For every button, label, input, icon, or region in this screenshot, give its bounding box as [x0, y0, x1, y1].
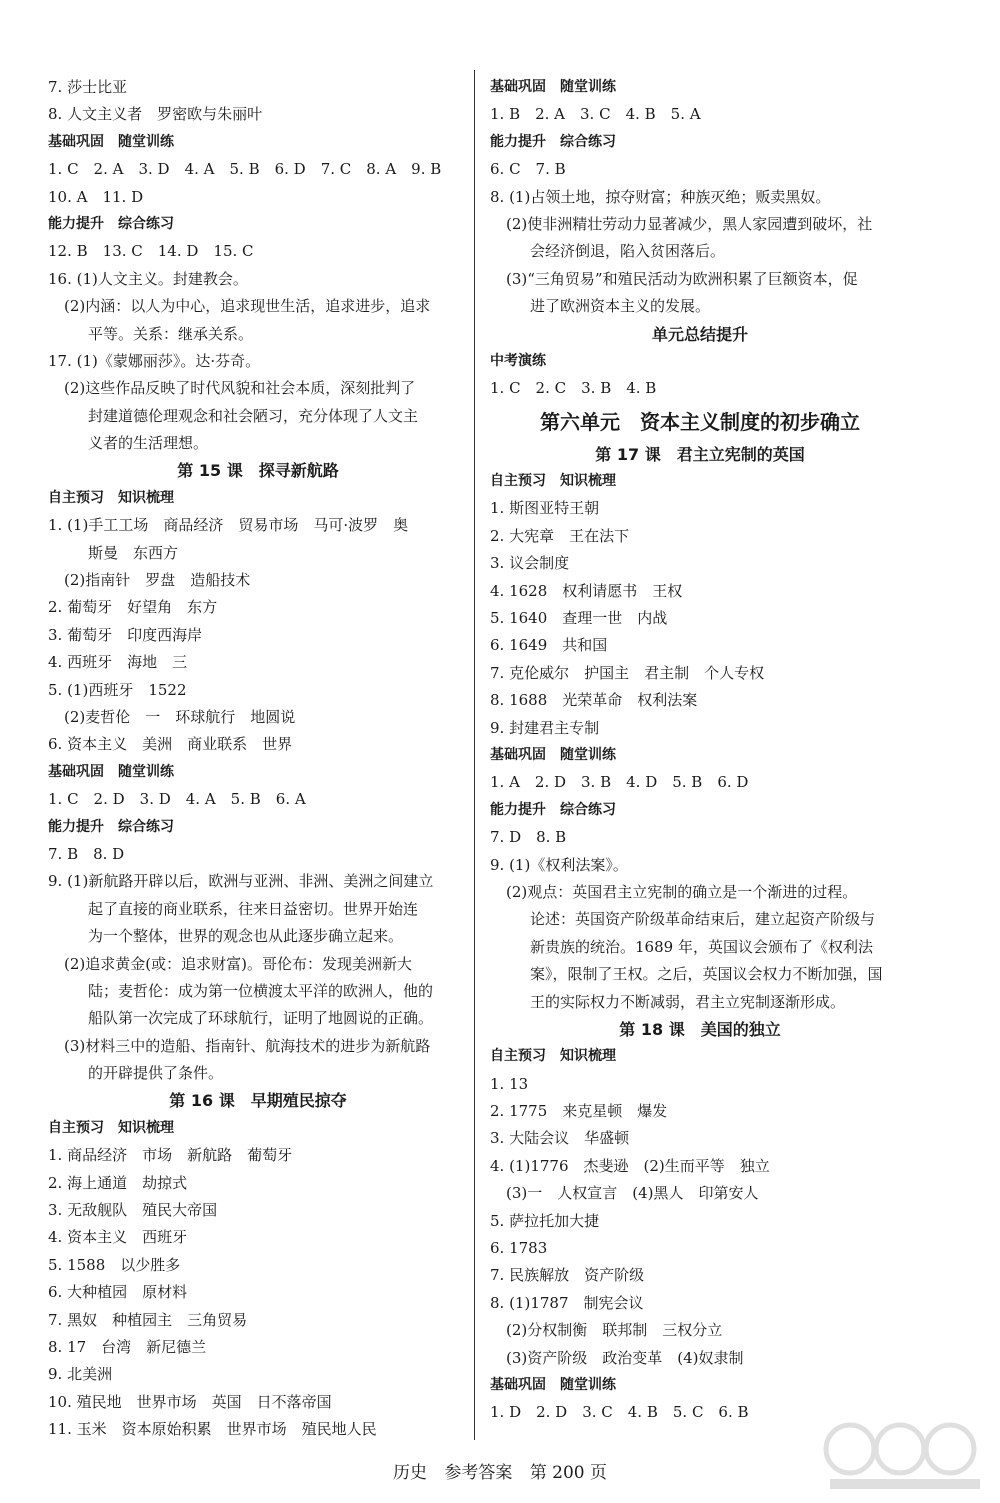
answer-line: 9. (1)新航路开辟以后，欧洲与亚洲、非洲、美洲之间建立 [48, 872, 434, 891]
answer-continuation: 平等。关系：继承关系。 [88, 324, 254, 343]
section-heading: 中考演练 [490, 352, 546, 369]
answer-line: 7. 莎士比亚 [48, 78, 128, 96]
answer-line: 5. 萨拉托加大捷 [490, 1211, 600, 1230]
answer-subline: (3)资产阶级 政治变革 (4)奴隶制 [506, 1348, 744, 1367]
answer-line: 4. 资本主义 西班牙 [48, 1228, 188, 1247]
answer-line: 1. C 2. D 3. D 4. A 5. B 6. A [48, 790, 306, 809]
answer-continuation: 论述：英国资产阶级革命结束后，建立起资产阶级与 [530, 910, 876, 929]
answer-subline: (2)分权制衡 联邦制 三权分立 [506, 1321, 723, 1340]
column-divider [474, 70, 475, 1440]
answer-line: 6. C 7. B [490, 160, 566, 179]
answer-line: 1. A 2. D 3. B 4. D 5. B 6. D [490, 773, 749, 792]
answer-subline: (2)追求黄金(或：追求财富)。哥伦布：发现美洲新大 [64, 954, 412, 973]
answer-continuation: 义者的生活理想。 [88, 434, 209, 453]
answer-line: 9. 封建君主专制 [490, 718, 600, 737]
answer-line: 12. B 13. C 14. D 15. C [48, 242, 254, 261]
footer-subject: 历史 [392, 1463, 427, 1483]
answer-continuation: 案》，限制了王权。之后，英国议会权力不断加强，国 [530, 965, 883, 984]
answer-line: 17. (1)《蒙娜丽莎》。达·芬奇。 [48, 351, 261, 370]
answer-line: 1. B 2. A 3. C 4. B 5. A [490, 105, 701, 124]
answer-line: 2. 大宪章 王在法下 [490, 526, 630, 545]
answer-line: 7. 民族解放 资产阶级 [490, 1266, 645, 1285]
answer-line: 4. (1)1776 杰斐逊 (2)生而平等 独立 [490, 1156, 770, 1175]
answer-continuation: 封建道德伦理观念和社会陋习，充分体现了人文主 [88, 406, 419, 425]
section-heading: 基础巩固 随堂训练 [490, 79, 616, 95]
section-heading: 自主预习 知识梳理 [490, 1048, 616, 1065]
answer-line: 5. 1640 查理一世 内战 [490, 609, 668, 628]
lesson-title: 第 15 课 探寻新航路 [177, 461, 339, 481]
section-heading: 能力提升 综合练习 [48, 818, 174, 835]
answer-line: 8. (1)占领土地，掠夺财富；种族灭绝；贩卖黑奴。 [490, 187, 831, 206]
answer-line: 11. 玉米 资本原始积累 世界市场 殖民地人民 [48, 1420, 377, 1439]
answer-line: 8. (1)1787 制宪会议 [490, 1293, 644, 1312]
answer-line: 7. B 8. D [48, 844, 125, 863]
answer-subline: (2)这些作品反映了时代风貌和社会本质，深刻批判了 [64, 379, 416, 398]
section-heading: 能力提升 综合练习 [48, 215, 174, 232]
answer-continuation: 斯曼 东西方 [88, 543, 179, 562]
answer-continuation: 起了直接的商业联系，往来日益密切。世界开始连 [88, 899, 419, 918]
answer-subline: (2)内涵：以人为中心，追求现世生活，追求进步，追求 [64, 297, 431, 316]
answer-line: 1. D 2. D 3. C 4. B 5. C 6. B [490, 1403, 749, 1422]
section-heading: 能力提升 综合练习 [490, 801, 616, 818]
answer-subline: (3)材料三中的造船、指南针、航海技术的进步为新航路 [64, 1036, 431, 1055]
answer-line: 5. 1588 以少胜多 [48, 1255, 181, 1274]
answer-line: 9. (1)《权利法案》。 [490, 855, 628, 874]
answer-line: 7. 黑奴 种植园主 三角贸易 [48, 1310, 248, 1329]
lesson-title: 第 18 课 美国的独立 [619, 1019, 781, 1039]
answer-line: 5. (1)西班牙 1522 [48, 680, 187, 699]
answer-line: 16. (1)人文主义。封建教会。 [48, 269, 248, 288]
section-heading: 自主预习 知识梳理 [48, 489, 174, 506]
answer-line: 1. (1)手工工场 商品经济 贸易市场 马可·波罗 奥 [48, 516, 409, 535]
answer-subline: (3)“三角贸易”和殖民活动为欧洲积累了巨额资本，促 [506, 269, 858, 288]
answer-line: 1. 13 [490, 1074, 529, 1093]
watermark-logo-icon [820, 1415, 990, 1495]
lesson-title: 第 16 课 早期殖民掠夺 [169, 1091, 347, 1111]
answer-line: 2. 1775 来克星顿 爆发 [490, 1102, 668, 1121]
answer-line: 2. 葡萄牙 好望角 东方 [48, 598, 218, 617]
answer-continuation: 进了欧洲资本主义的发展。 [530, 297, 711, 316]
answer-line: 2. 海上通道 劫掠式 [48, 1173, 188, 1192]
answer-line: 6. 1649 共和国 [490, 636, 608, 655]
footer-page-number: 第 200 页 [529, 1463, 608, 1483]
answer-line: 7. D 8. B [490, 828, 567, 847]
answer-line: 10. 殖民地 世界市场 英国 日不落帝国 [48, 1392, 332, 1411]
right-column [490, 74, 910, 1427]
answer-line: 1. 商品经济 市场 新航路 葡萄牙 [48, 1146, 293, 1165]
answer-subline: (2)观点：英国君主立宪制的确立是一个渐进的过程。 [506, 882, 858, 901]
lesson-title: 单元总结提升 [651, 324, 748, 344]
answer-line: 8. 17 台湾 新尼德兰 [48, 1337, 207, 1356]
answer-line: 3. 大陆会议 华盛顿 [490, 1129, 630, 1148]
answer-line: 9. 北美洲 [48, 1365, 113, 1384]
answer-subline: (3)一 人权宣言 (4)黑人 印第安人 [506, 1184, 759, 1203]
answer-line: 1. 斯图亚特王朝 [490, 499, 600, 518]
answer-line: 6. 1783 [490, 1239, 548, 1258]
answer-line: 1. C 2. A 3. D 4. A 5. B 6. D 7. C 8. A 9. B [48, 160, 442, 179]
answer-line: 4. 西班牙 海地 三 [48, 653, 188, 672]
lesson-title: 第 17 课 君主立宪制的英国 [595, 444, 805, 464]
answer-line: 8. 人文主义者 罗密欧与朱丽叶 [48, 105, 263, 124]
answer-continuation: 新贵族的统治。1689 年，英国议会颁布了《权利法 [530, 937, 873, 956]
answer-line: 6. 资本主义 美洲 商业联系 世界 [48, 735, 293, 754]
footer-label: 参考答案 [444, 1463, 513, 1483]
section-heading: 基础巩固 随堂训练 [48, 763, 174, 780]
answer-continuation: 船队第一次完成了环球航行，证明了地圆说的正确。 [88, 1009, 434, 1028]
section-heading: 自主预习 知识梳理 [48, 1119, 174, 1136]
answer-continuation: 陆；麦哲伦：成为第一位横渡太平洋的欧洲人，他的 [88, 981, 434, 1000]
answer-line: 8. 1688 光荣革命 权利法案 [490, 691, 698, 710]
section-heading: 基础巩固 随堂训练 [490, 746, 616, 763]
answer-continuation: 王的实际权力不断减弱，君主立宪制逐渐形成。 [530, 992, 846, 1011]
answer-continuation: 的开辟提供了条件。 [88, 1064, 224, 1083]
answer-line: 6. 大种植园 原材料 [48, 1283, 188, 1302]
answer-subline: (2)指南针 罗盘 造船技术 [64, 571, 251, 590]
answer-continuation: 为一个整体，世界的观念也从此逐步确立起来。 [88, 927, 404, 946]
answer-line: 1. C 2. C 3. B 4. B [490, 379, 657, 398]
answer-subline: (2)使非洲精壮劳动力显著减少，黑人家园遭到破坏，社 [506, 214, 873, 233]
answer-subline: (2)麦哲伦 一 环球航行 地圆说 [64, 707, 296, 726]
left-column [48, 74, 468, 1444]
unit-title: 第六单元 资本主义制度的初步确立 [540, 409, 860, 434]
section-heading: 能力提升 综合练习 [490, 133, 616, 150]
section-heading: 基础巩固 随堂训练 [490, 1376, 616, 1393]
section-heading: 基础巩固 随堂训练 [48, 133, 174, 150]
answer-line: 10. A 11. D [48, 187, 144, 206]
answer-line: 3. 议会制度 [490, 554, 570, 573]
answer-line: 3. 葡萄牙 印度西海岸 [48, 625, 203, 644]
section-heading: 自主预习 知识梳理 [490, 473, 616, 490]
answer-line: 7. 克伦威尔 护国主 君主制 个人专权 [490, 663, 765, 682]
answer-line: 4. 1628 权利请愿书 王权 [490, 581, 683, 600]
answer-line: 3. 无敌舰队 殖民大帝国 [48, 1201, 218, 1220]
answer-continuation: 会经济倒退，陷入贫困落后。 [530, 242, 726, 261]
